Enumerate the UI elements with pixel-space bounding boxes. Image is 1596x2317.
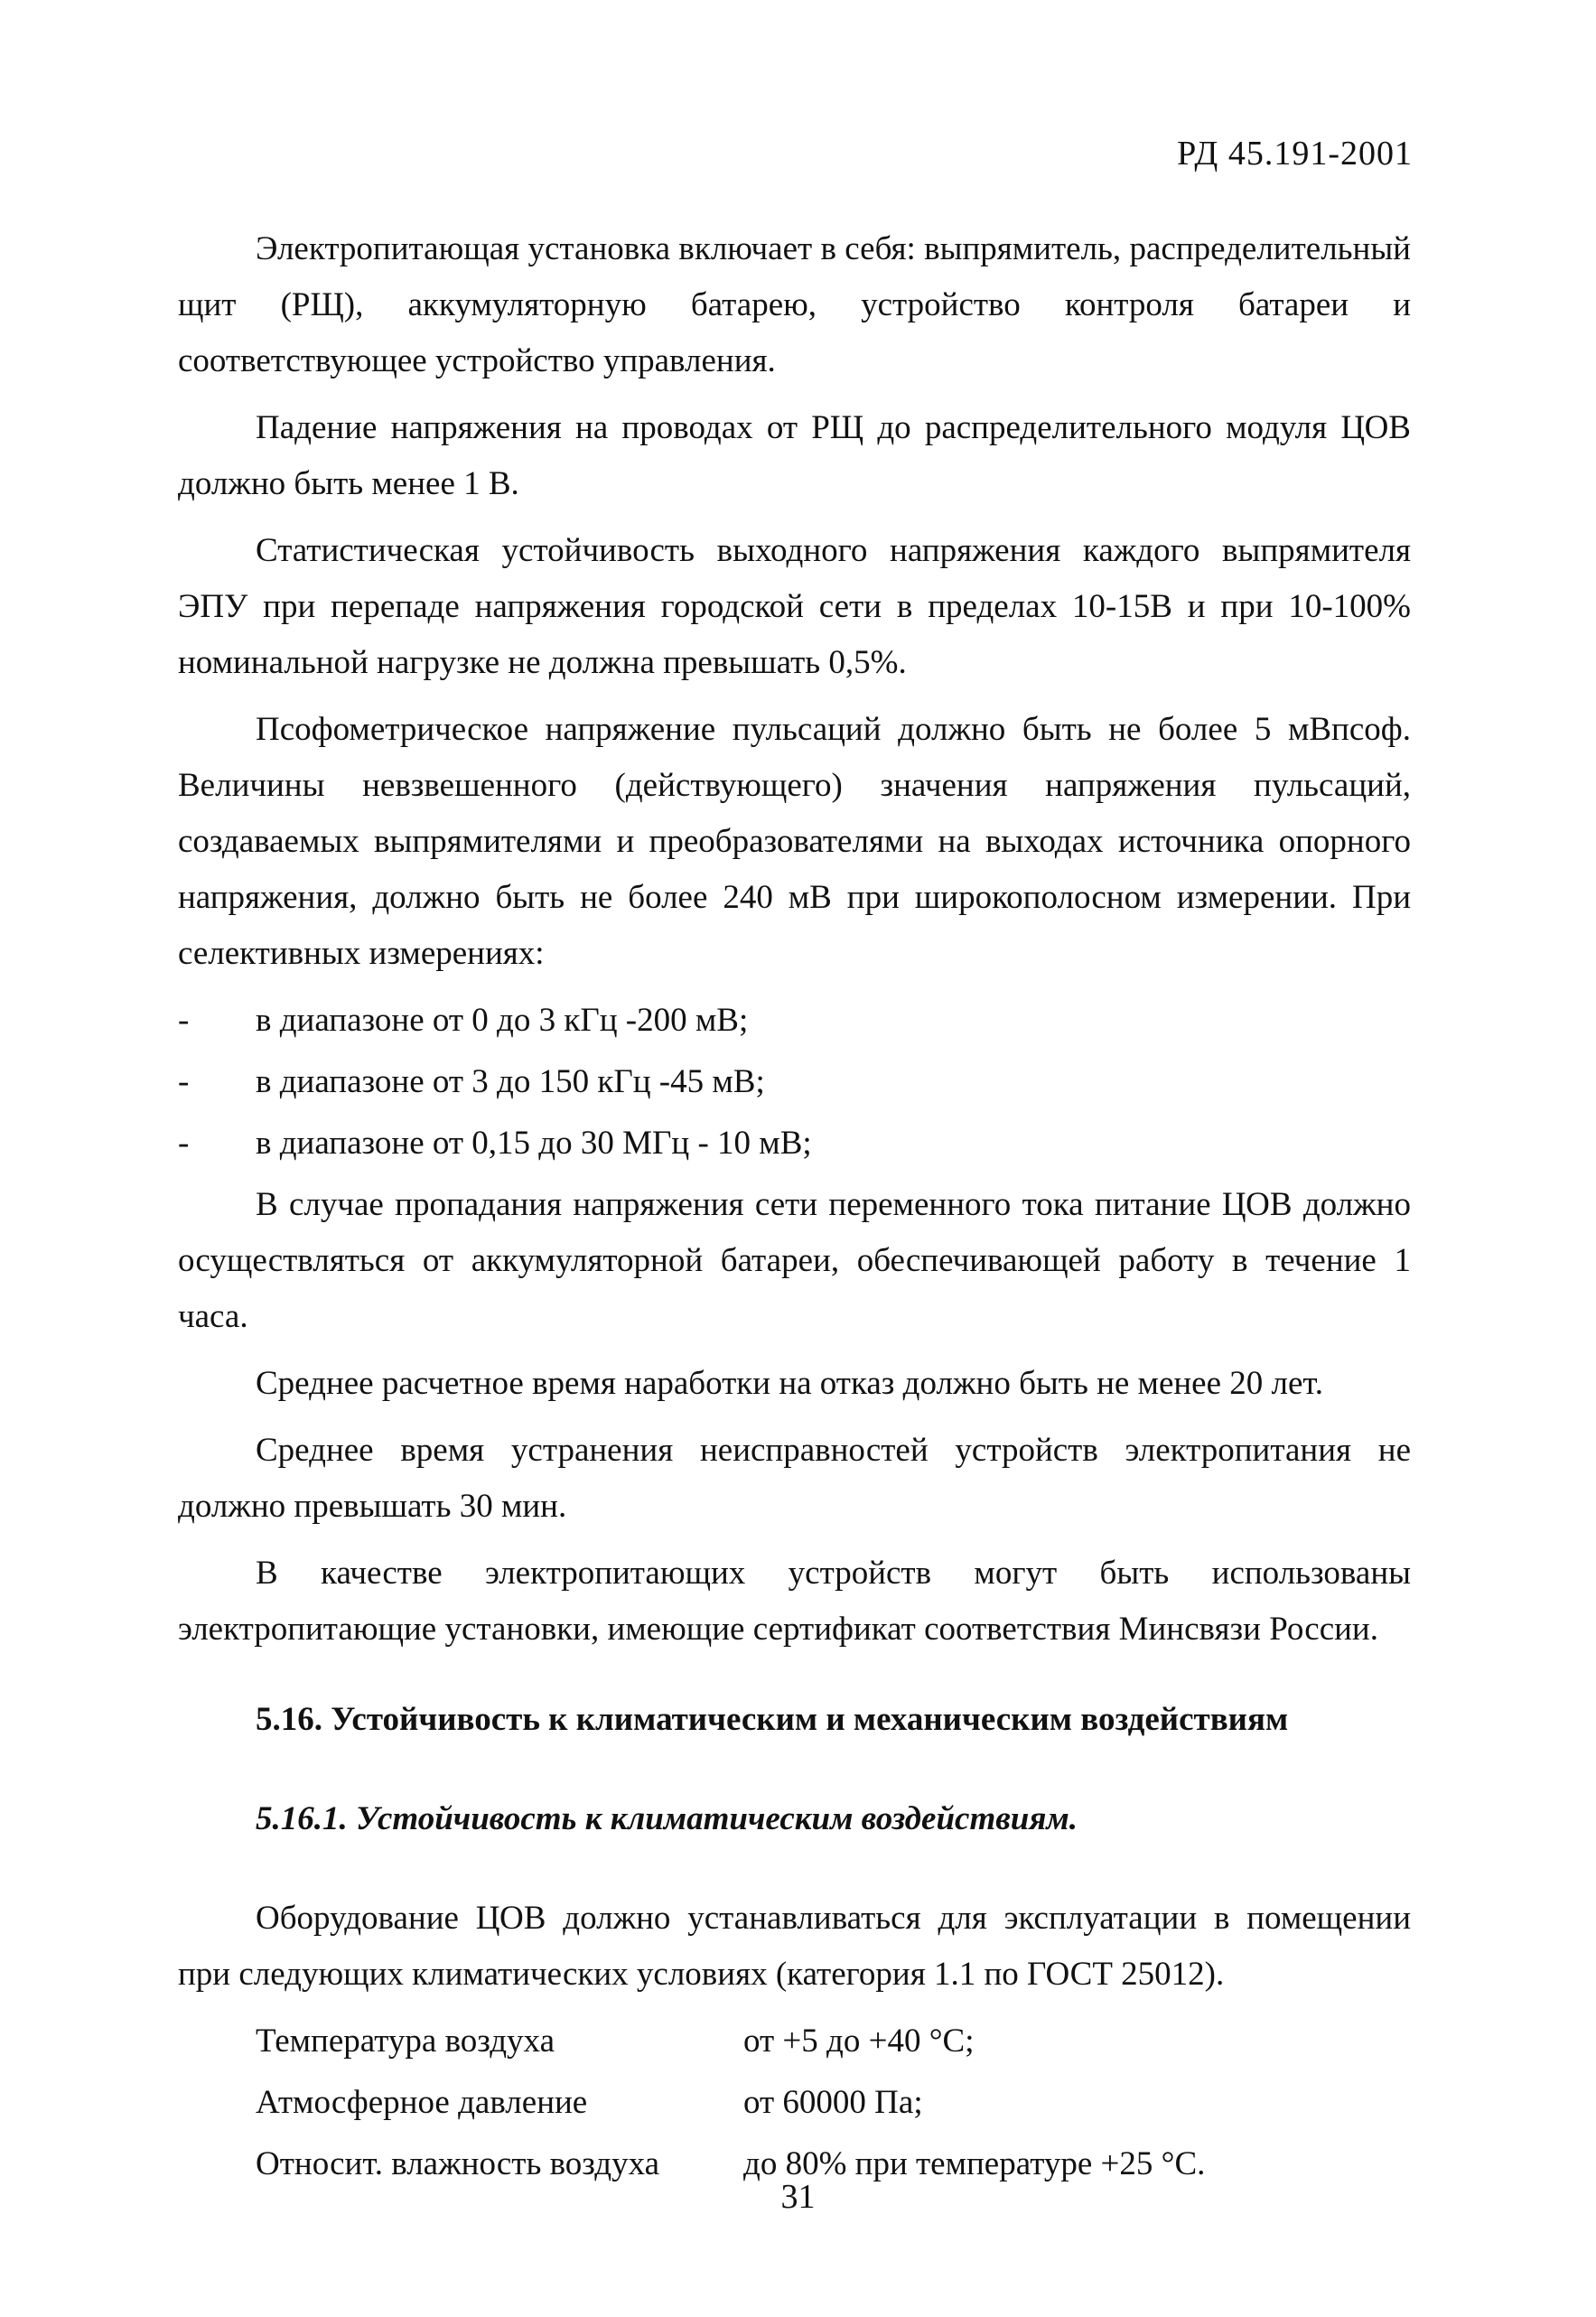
list-item-text: в диапазоне от 0,15 до 30 МГц - 10 мВ; [256,1125,812,1162]
parameter-name: Температура воздуха [256,2023,555,2060]
parameter-row [256,2013,1411,2069]
document-code: РД 45.191-2001 [1177,135,1413,173]
paragraph-power-installation: Электропитающая установка включает в себя: выпрямитель, распределительный щит (РЩ), аккумуляторную батарею, устройство контроля батареи и соответствующее устройство управления. [178,230,1411,379]
parameter-value: до 80% при температуре +25 °С. [743,2145,1206,2182]
paragraph-battery-backup: В случае пропадания напряжения сети переменного тока питание ЦОВ должно осуществляться от аккумуляторной батареи, обеспечивающей работу в течение 1 часа. [178,1186,1411,1335]
paragraph-ripple-voltage: Псофометрическое напряжение пульсаций должно быть не более 5 мВпсоф. Величины невзвешенного (действующего) значения напряжения пульсаций, создаваемых выпрямителями и преобразователями на выходах источника опорного напряжения, должно быть не более 240 мВ при широкополосном измерении. При селективных измерениях: [178,711,1411,972]
climatic-parameters [178,2013,1411,2192]
parameter-name: Атмосферное давление [256,2084,588,2121]
paragraph-voltage-drop: Падение напряжения на проводах от РЩ до распределительного модуля ЦОВ должно быть менее 1 В. [178,409,1411,502]
paragraph-repair-time: Среднее время устранения неисправностей устройств электропитания не должно превышать 30 мин. [178,1432,1411,1525]
paragraph-climatic-conditions: Оборудование ЦОВ должно устанавливаться для эксплуатации в помещении при следующих климатических условиях (категория 1.1 по ГОСТ 25012). [178,1900,1411,1993]
parameter-value: от +5 до +40 °С; [743,2023,975,2060]
list-dash: - [178,1002,190,1039]
list-item [178,1054,1411,1110]
list-dash: - [178,1125,190,1162]
subsection-heading: 5.16.1. Устойчивость к климатическим воздействиям. [256,1800,1078,1837]
list-item-text: в диапазоне от 0 до 3 кГц -200 мВ; [256,1002,749,1039]
paragraph-output-stability: Статистическая устойчивость выходного напряжения каждого выпрямителя ЭПУ при перепаде напряжения городской сети в пределах 10-15В и при 10-100% номинальной нагрузке не должна превышать 0,5%. [178,532,1411,681]
body-text [178,221,1411,2198]
list-dash: - [178,1063,190,1100]
paragraph-mtbf: Среднее расчетное время наработки на отказ должно быть не менее 20 лет. [256,1365,1324,1402]
paragraph-certified-devices: В качестве электропитающих устройств могут быть использованы электропитающие установки, имеющие сертификат соответствия Минсвязи России. [178,1555,1411,1648]
list-item [178,1116,1411,1172]
page-number: 31 [780,2178,816,2216]
parameter-row [256,2075,1411,2131]
list-item-text: в диапазоне от 3 до 150 кГц -45 мВ; [256,1063,765,1100]
parameter-value: от 60000 Па; [743,2084,923,2121]
list-item [178,993,1411,1049]
section-heading: 5.16. Устойчивость к климатическим и механическим воздействиям [256,1701,1289,1738]
selective-measurement-list [178,993,1411,1172]
parameter-name: Относит. влажность воздуха [256,2145,660,2182]
